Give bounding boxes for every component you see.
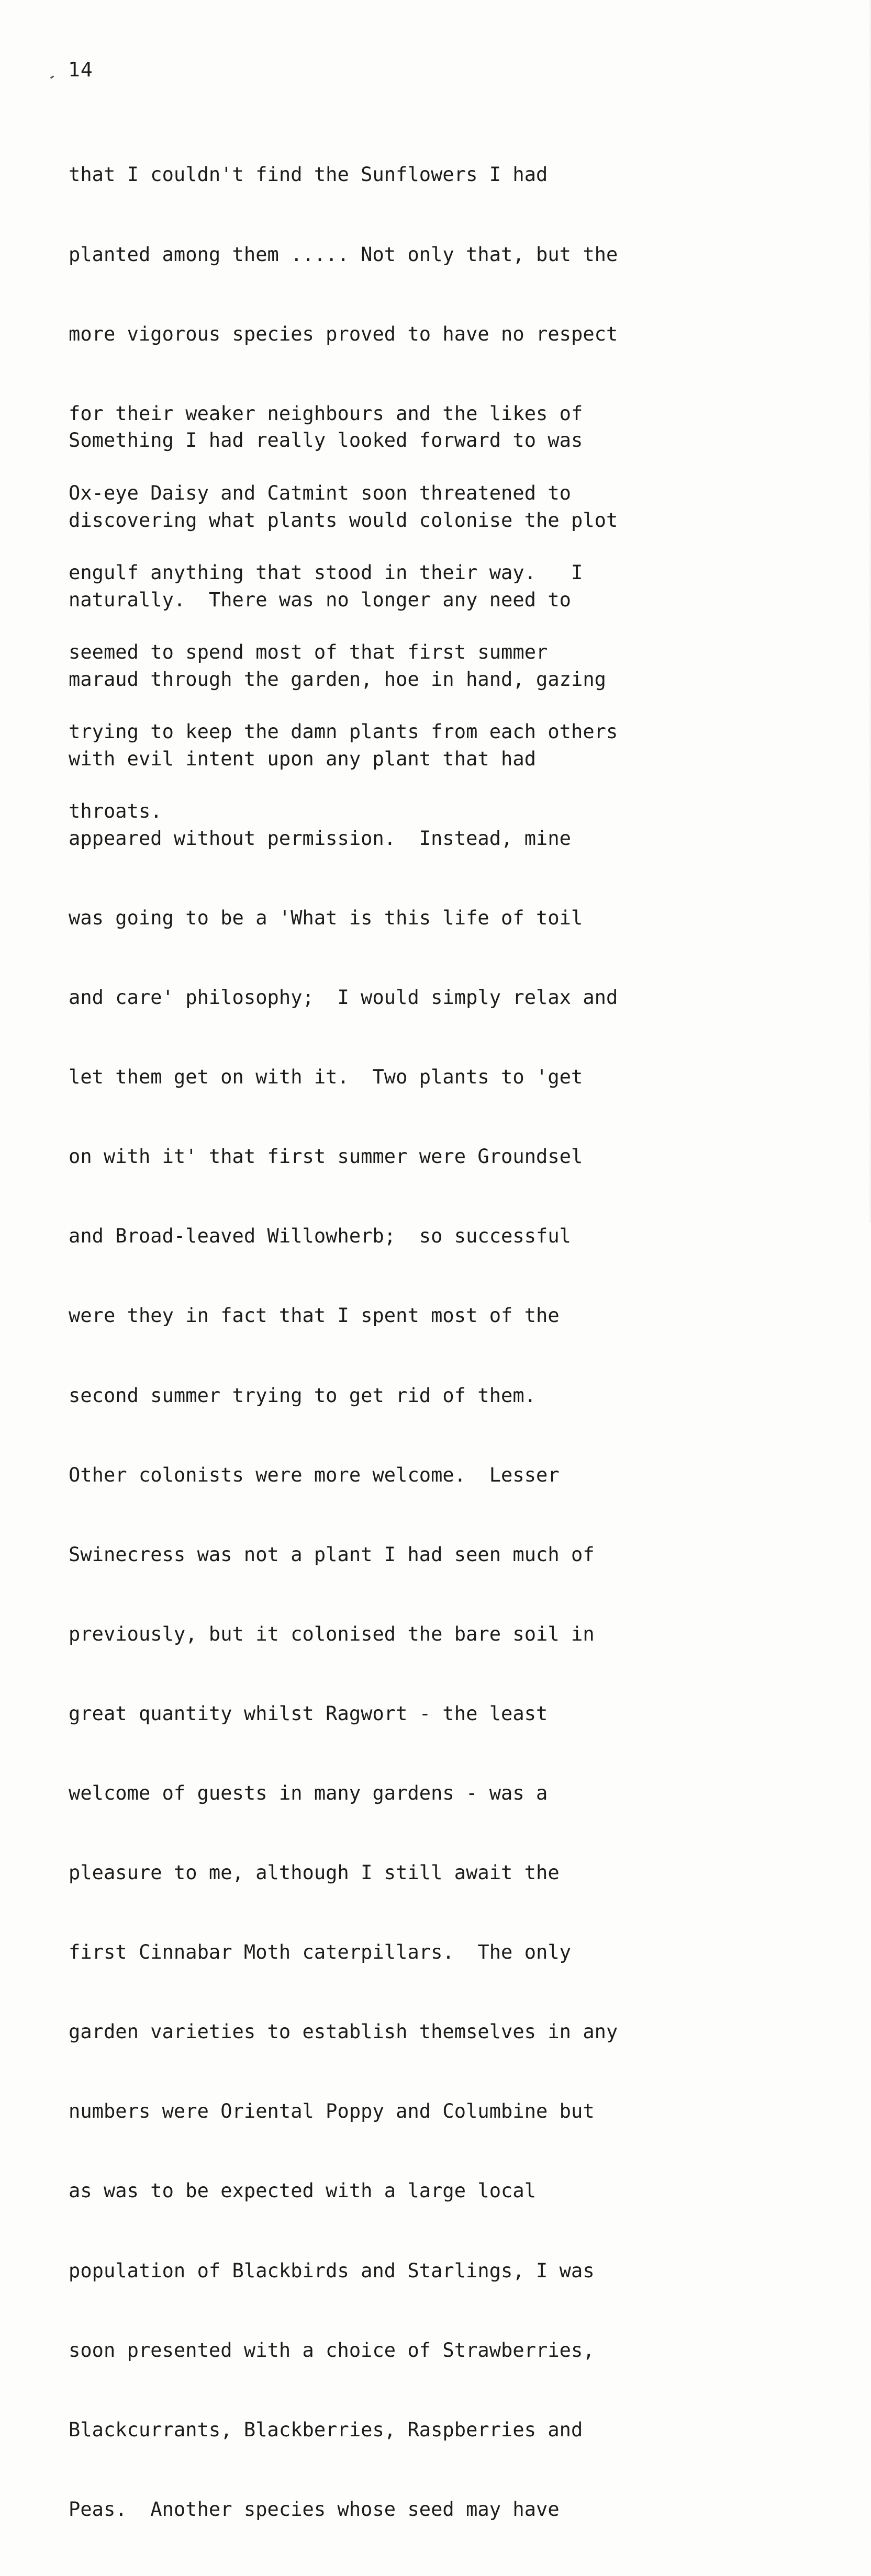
paragraph-1-line: that I couldn't find the Sunflowers I had <box>69 163 548 186</box>
paragraph-2-line: maraud through the garden, hoe in hand, gazing <box>69 668 606 691</box>
stray-pen-mark <box>50 75 54 78</box>
paragraph-2-line: as was to be expected with a large local <box>69 2179 537 2202</box>
paragraph-2-line: and care' philosophy; I would simply relax and <box>69 986 618 1009</box>
paragraph-1-line: more vigorous species proved to have no respect <box>69 322 618 345</box>
paragraph-1-line: seemed to spend most of that first summer <box>69 640 548 663</box>
paragraph-2-line: Something I had really looked forward to was <box>69 429 583 452</box>
paragraph-1-line: Ox-eye Daisy and Catmint soon threatened to <box>69 481 572 504</box>
paragraph-2-line: naturally. There was no longer any need to <box>69 588 572 611</box>
paragraph-2-line: appeared without permission. Instead, mine <box>69 827 572 850</box>
page-number: 14 <box>68 58 93 81</box>
paragraph-2-line: soon presented with a choice of Strawberries, <box>69 2338 595 2362</box>
paragraph-1-line: for their weaker neighbours and the likes of <box>69 402 583 425</box>
paragraph-2-line: Blackcurrants, Blackberries, Raspberries and <box>69 2418 583 2441</box>
paragraph-2-line: discovering what plants would colonise the plot <box>69 509 618 532</box>
paragraph-2-line: population of Blackbirds and Starlings, I was <box>69 2259 595 2282</box>
paragraph-2-line: with evil intent upon any plant that had <box>69 747 537 770</box>
page-edge-shadow <box>869 0 871 1223</box>
paragraph-2-line: on with it' that first summer were Groundsel <box>69 1145 583 1168</box>
paragraph-1-line: planted among them ..... Not only that, but the <box>69 243 618 266</box>
paragraph-2-line: first Cinnabar Moth caterpillars. The only <box>69 1941 572 1964</box>
paragraph-2-line: Other colonists were more welcome. Lesser <box>69 1463 560 1486</box>
paragraph-2 <box>69 375 618 2576</box>
paragraph-2-line: welcome of guests in many gardens - was a <box>69 1782 548 1804</box>
paragraph-2-line: previously, but it colonised the bare soil in <box>69 1622 595 1645</box>
paragraph-2-line: were they in fact that I spent most of the <box>69 1304 560 1327</box>
paragraph-2-line: numbers were Oriental Poppy and Columbine but <box>69 2100 595 2123</box>
paragraph-2-line: Swinecress was not a plant I had seen much of <box>69 1543 595 1566</box>
paragraph-2-line: pleasure to me, although I still await the <box>69 1861 560 1884</box>
paragraph-2-line: let them get on with it. Two plants to 'get <box>69 1066 583 1089</box>
paragraph-2-line: garden varieties to establish themselves in any <box>69 2020 618 2043</box>
paragraph-1-line: engulf anything that stood in their way. I <box>69 561 583 584</box>
paragraph-1-line: throats. <box>69 800 162 823</box>
paragraph-2-line: was going to be a 'What is this life of toil <box>69 906 583 929</box>
paragraph-2-line: and Broad-leaved Willowherb; so successful <box>69 1225 572 1248</box>
paragraph-2-line: great quantity whilst Ragwort - the least <box>69 1702 548 1725</box>
paragraph-2-line: Peas. Another species whose seed may have <box>69 2498 560 2521</box>
paragraph-2-line: second summer trying to get rid of them. <box>69 1384 537 1407</box>
paragraph-1-line: trying to keep the damn plants from each others <box>69 720 618 743</box>
